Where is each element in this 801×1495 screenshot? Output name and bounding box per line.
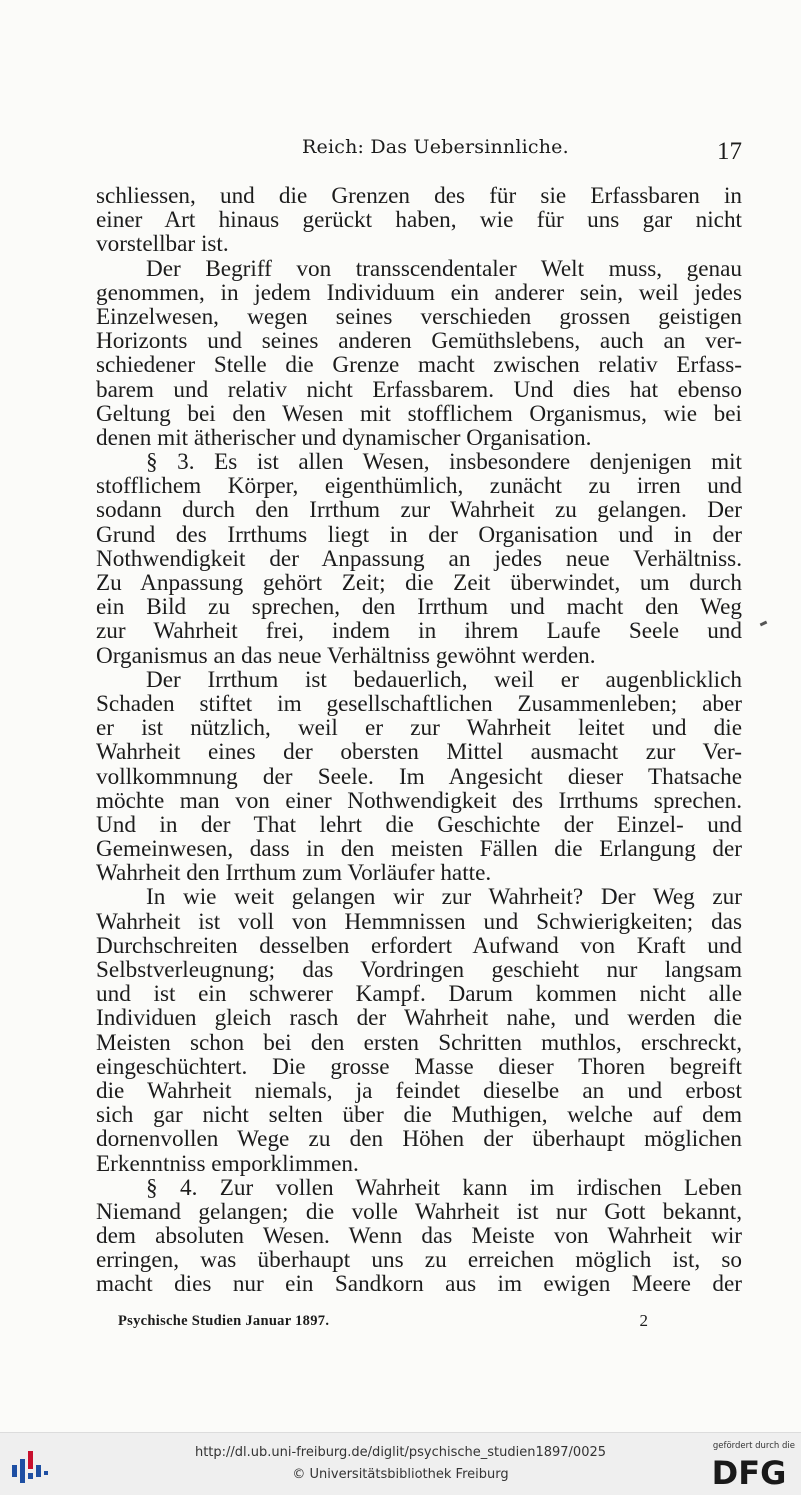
- text-line: und ist ein schwerer Kampf. Darum kommen nicht alle: [96, 981, 742, 1008]
- text-line: er ist nützlich, weil er zur Wahrheit leitet und die: [96, 715, 742, 742]
- text-line: schiedener Stelle die Grenze macht zwischen relativ Erfass-: [96, 352, 742, 379]
- body-text: [96, 184, 742, 1297]
- footer-journal: Psychische Studien Januar 1897.: [118, 1313, 330, 1329]
- text-line: Niemand gelangen; die volle Wahrheit ist nur Gott bekannt,: [96, 1198, 742, 1225]
- text-line: Der Irrthum ist bedauerlich, weil er augenblicklich: [146, 666, 742, 693]
- text-line: vorstellbar ist.: [96, 231, 229, 258]
- text-line: Wahrheit ist voll von Hemmnissen und Schwierigkeiten; das: [96, 908, 742, 935]
- text-line: Individuen gleich rasch der Wahrheit nahe, und werden die: [96, 1005, 742, 1032]
- page-footer: [118, 1313, 658, 1335]
- text-line: § 4. Zur vollen Wahrheit kann im irdischen Leben: [146, 1174, 742, 1201]
- text-line: ein Bild zu sprechen, den Irrthum und macht den Weg: [96, 594, 742, 621]
- text-line: Wahrheit den Irrthum zum Vorläufer hatte.: [96, 860, 492, 887]
- text-line: dem absoluten Wesen. Wenn das Meiste von Wahrheit wir: [96, 1223, 742, 1250]
- margin-mark: [760, 621, 768, 627]
- text-line: vollkommnung der Seele. Im Angesicht dieser Thatsache: [96, 763, 742, 790]
- text-line: einer Art hinaus gerückt haben, wie für uns gar nicht: [96, 207, 742, 234]
- text-line: Schaden stiftet im gesellschaftlichen Zusammenleben; aber: [96, 690, 742, 717]
- page-number: 17: [717, 138, 742, 165]
- footer-signature: 2: [639, 1311, 648, 1330]
- text-line: Der Begriff von transscendentaler Welt muss, genau: [146, 255, 742, 282]
- text-line: genommen, in jedem Individuum ein anderer sein, weil jedes: [96, 279, 742, 306]
- dfg-logo-text: DFG: [711, 1454, 787, 1488]
- text-line: Wahrheit eines der obersten Mittel ausmacht zur Ver-: [96, 739, 742, 766]
- viewer-bottom-bar: [0, 1432, 801, 1495]
- text-line: Meisten schon bei den ersten Schritten muthlos, erschreckt,: [96, 1029, 742, 1056]
- text-line: In wie weit gelangen wir zur Wahrheit? Der Weg zur: [146, 884, 742, 911]
- text-line: dornenvollen Wege zu den Höhen der überhaupt möglichen: [96, 1126, 742, 1153]
- page-url[interactable]: http://dl.ub.uni-freiburg.de/diglit/psychische_studien1897/0025: [194, 1445, 607, 1460]
- text-line: stofflichem Körper, eigenthümlich, zunächt zu irren und: [96, 473, 742, 500]
- text-line: schliessen, und die Grenzen des für sie Erfassbaren in: [96, 183, 742, 209]
- copyright-notice: © Universitätsbibliothek Freiburg: [292, 1467, 509, 1482]
- text-line: Geltung bei den Wesen mit stofflichem Organismus, wie bei: [96, 400, 742, 427]
- text-line: Grund des Irrthums liegt in der Organisation und in der: [96, 521, 742, 548]
- text-line: eingeschüchtert. Die grosse Masse dieser Thoren begreift: [96, 1053, 742, 1080]
- text-line: denen mit ätherischer und dynamischer Organisation.: [96, 424, 592, 451]
- text-line: barem und relativ nicht Erfassbarem. Und dies hat ebenso: [96, 376, 742, 403]
- text-line: Gemeinwesen, dass in den meisten Fällen die Erlangung der: [96, 836, 742, 863]
- text-line: die Wahrheit niemals, ja feindet dieselbe an und erbost: [96, 1077, 742, 1104]
- dfg-funding-block[interactable]: [703, 1441, 795, 1491]
- funding-note: gefördert durch die: [712, 1441, 795, 1451]
- text-line: Selbstverleugnung; das Vordringen geschieht nur langsam: [96, 957, 742, 983]
- text-line: erringen, was überhaupt uns zu erreichen möglich ist, so: [96, 1247, 742, 1274]
- text-line: zur Wahrheit frei, indem in ihrem Laufe Seele und: [96, 618, 742, 645]
- text-line: Zu Anpassung gehört Zeit; die Zeit überwindet, um durch: [96, 570, 742, 596]
- text-line: sodann durch den Irrthum zur Wahrheit zu gelangen. Der: [96, 497, 742, 524]
- text-line: § 3. Es ist allen Wesen, insbesondere denjenigen mit: [146, 449, 742, 476]
- text-line: Und in der That lehrt die Geschichte der Einzel- und: [96, 811, 742, 838]
- text-line: Organismus an das neue Verhältniss gewöhnt werden.: [96, 642, 596, 669]
- text-line: Horizonts und seines anderen Gemüthslebens, auch an ver-: [96, 328, 742, 355]
- text-line: möchte man von einer Nothwendigkeit des Irrthums sprechen.: [96, 787, 742, 814]
- text-line: Durchschreiten desselben erfordert Aufwand von Kraft und: [96, 932, 742, 959]
- text-line: Einzelwesen, wegen seines verschieden grossen geistigen: [96, 303, 742, 330]
- text-line: macht dies nur ein Sandkorn aus im ewigen Meere der: [96, 1271, 742, 1298]
- text-line: Nothwendigkeit der Anpassung an jedes neue Verhältniss.: [96, 545, 742, 572]
- dfg-logo-icon: [707, 1454, 791, 1488]
- text-line: sich gar nicht selten über die Muthigen, welche auf dem: [96, 1102, 742, 1129]
- text-line: Erkenntniss emporklimmen.: [96, 1150, 359, 1177]
- running-head: [96, 136, 742, 166]
- running-title: Reich: Das Uebersinnliche.: [302, 136, 569, 158]
